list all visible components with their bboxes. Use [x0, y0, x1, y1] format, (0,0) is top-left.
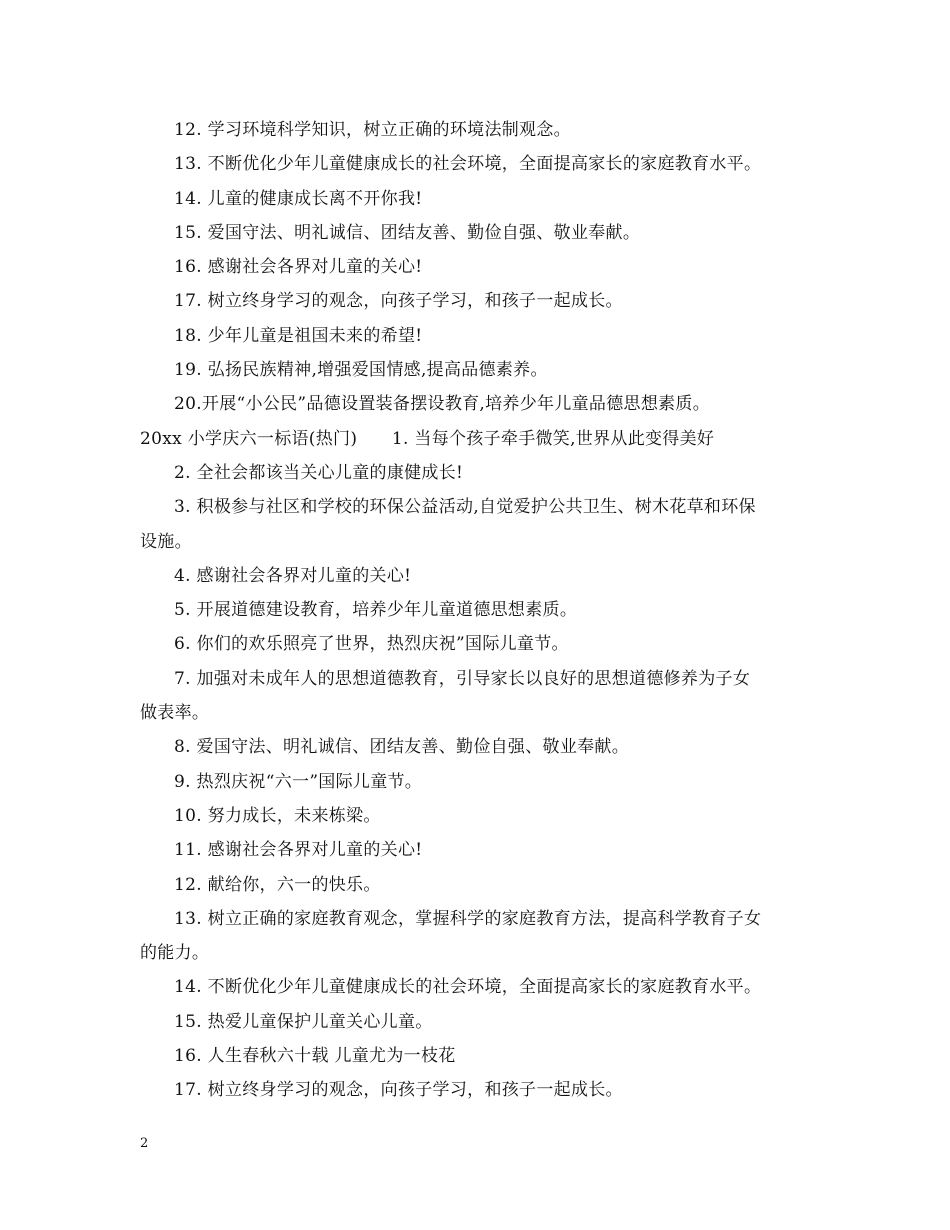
text-line: 9. 热烈庆祝“六一”国际儿童节。 [174, 771, 423, 792]
text-line: 6. 你们的欢乐照亮了世界，热烈庆祝”国际儿童节。 [174, 634, 569, 655]
text-line: 12. 献给你，六一的快乐。 [174, 874, 381, 895]
text-line: 16. 人生春秋六十载 儿童尤为一枝花 [174, 1046, 456, 1067]
text-line: 8. 爱国守法、明礼诚信、团结友善、勤俭自强、敬业奉献。 [174, 737, 630, 758]
page-number: 2 [140, 1136, 149, 1151]
text-line: 10. 努力成长，未来栋梁。 [174, 805, 381, 826]
text-line: 14. 不断优化少年儿童健康成长的社会环境，全面提高家长的家庭教育水平。 [174, 977, 762, 998]
text-line-continuation: 的能力。 [140, 943, 210, 964]
text-line: 4. 感谢社会各界对儿童的关心! [174, 565, 412, 586]
text-line: 17. 树立终身学习的观念，向孩子学习，和孩子一起成长。 [174, 1080, 623, 1101]
text-line-continuation: 做表率。 [140, 703, 210, 724]
text-line: 7. 加强对未成年人的思想道德教育，引导家长以良好的思想道德修养为子女 [174, 668, 751, 689]
section-heading-line: 20xx 小学庆六一标语(热门) 1. 当每个孩子牵手微笑,世界从此变得美好 [140, 428, 715, 449]
text-line: 18. 少年儿童是祖国未来的希望! [174, 325, 423, 346]
text-line: 2. 全社会都该当关心儿童的康健成长! [174, 462, 464, 483]
text-line-continuation: 设施。 [140, 531, 192, 552]
text-line: 20.开展“小公民”品德设置装备摆设教育,培养少年儿童品德思想素质。 [174, 394, 711, 415]
text-line: 11. 感谢社会各界对儿童的关心! [174, 840, 423, 861]
text-line: 19. 弘扬民族精神,增强爱国情感,提高品德素养。 [174, 360, 548, 381]
text-line: 14. 儿童的健康成长离不开你我! [174, 188, 423, 209]
text-line: 13. 树立正确的家庭教育观念，掌握科学的家庭教育方法，提高科学教育子女 [174, 908, 762, 929]
text-line: 15. 爱国守法、明礼诚信、团结友善、勤俭自强、敬业奉献。 [174, 222, 641, 243]
text-line: 16. 感谢社会各界对儿童的关心! [174, 257, 423, 278]
text-line: 3. 积极参与社区和学校的环保公益活动,自觉爱护公共卫生、树木花草和环保 [174, 497, 756, 518]
document-body [140, 113, 815, 1108]
text-line: 5. 开展道德建设教育，培养少年儿童道德思想素质。 [174, 600, 578, 621]
text-line: 15. 热爱儿童保护儿童关心儿童。 [174, 1011, 433, 1032]
text-line: 17. 树立终身学习的观念，向孩子学习，和孩子一起成长。 [174, 291, 623, 312]
text-line: 12. 学习环境科学知识，树立正确的环境法制观念。 [174, 120, 571, 140]
text-line: 13. 不断优化少年儿童健康成长的社会环境，全面提高家长的家庭教育水平。 [174, 154, 762, 175]
